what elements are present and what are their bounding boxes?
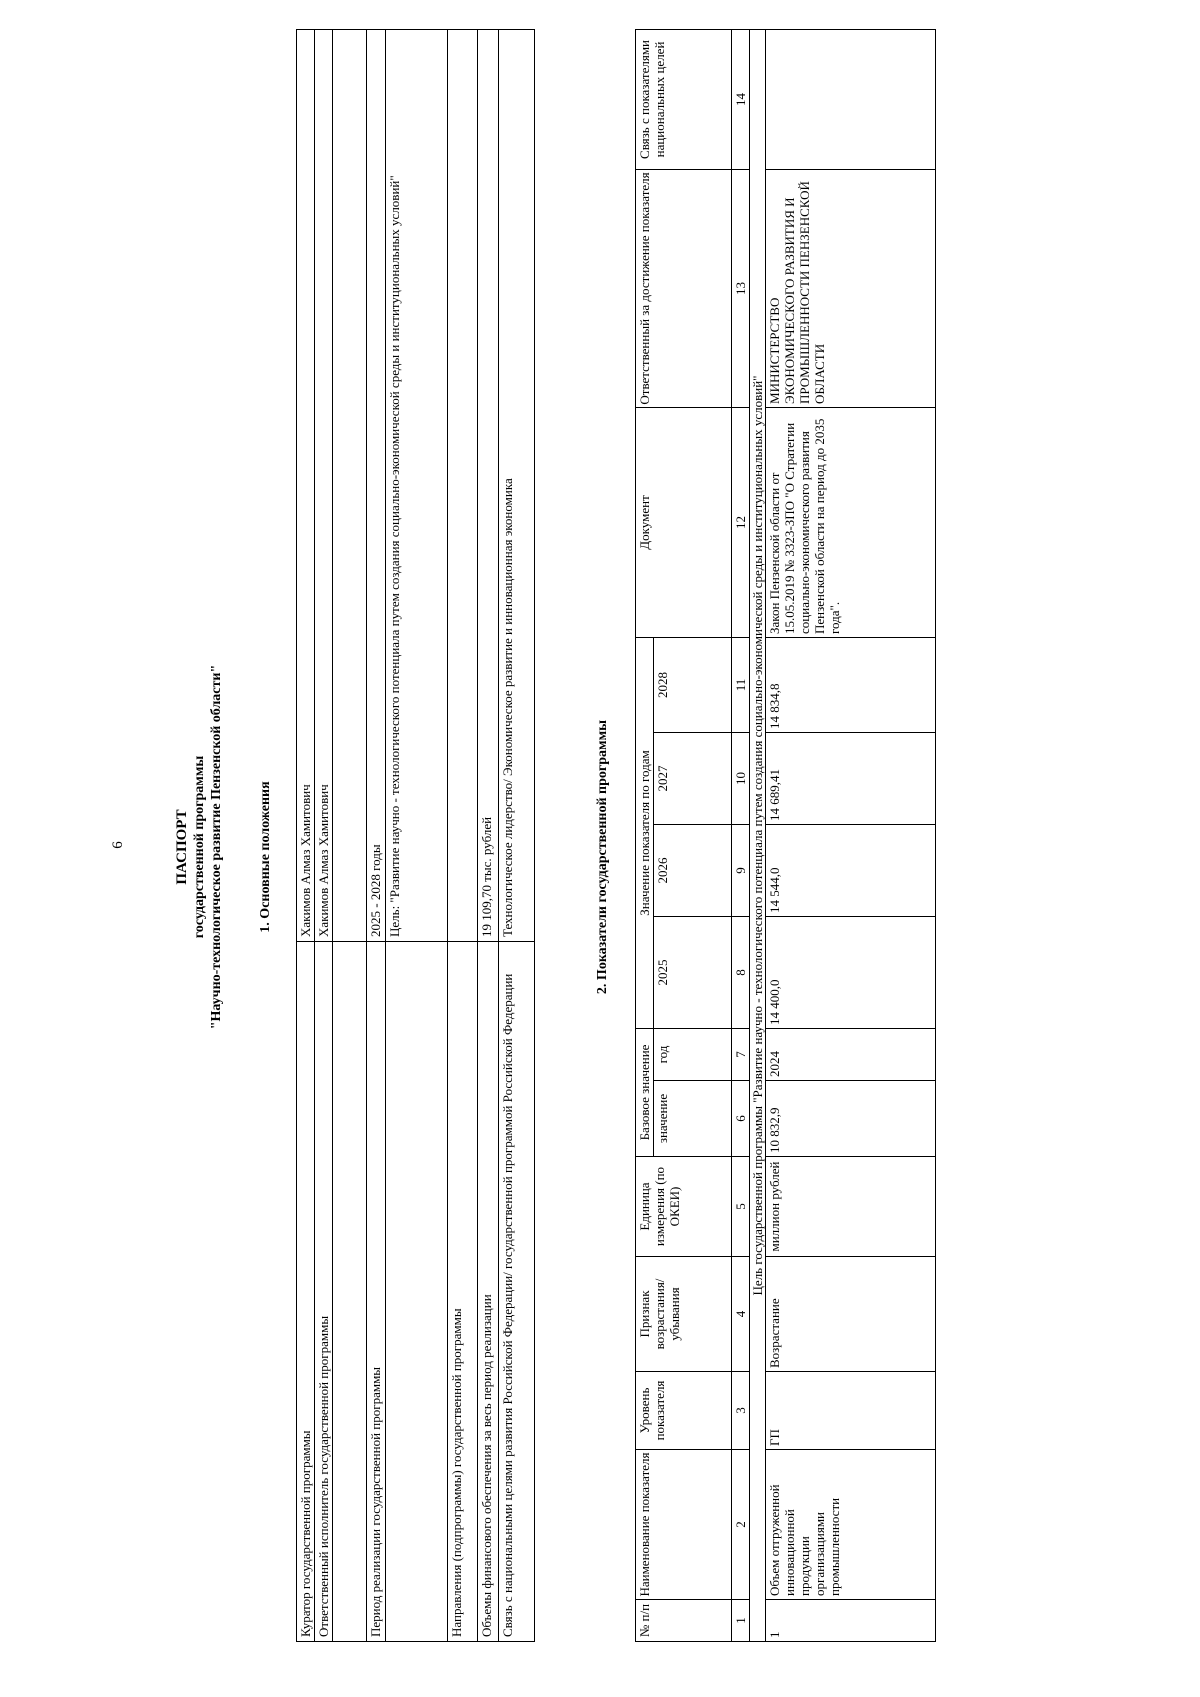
indicator-document: Закон Пензенской области от 15.05.2019 № 3323-ЗПО "О Стратегии социально-экономического развития Пензенской области на период до 2035 года".: [766, 407, 936, 637]
col-header-num: № п/п: [636, 1600, 732, 1642]
row-label: Период реализации государственной программы: [367, 942, 386, 1642]
row-label: Объемы финансового обеспечения за весь период реализации: [478, 942, 499, 1642]
row-value: [448, 30, 478, 942]
table-row: [766, 29, 936, 1641]
column-number: 8: [732, 916, 750, 1028]
table-row: [315, 30, 333, 1642]
table-row: [333, 30, 367, 1642]
indicator-value-2027: 14 689,41: [766, 732, 936, 824]
col-header-sign: Признак возрастания/ убывания: [636, 1257, 732, 1372]
indicator-link: [766, 29, 936, 169]
col-header-base: Базовое значение: [636, 1028, 654, 1156]
column-number: 5: [732, 1157, 750, 1257]
column-number: 3: [732, 1372, 750, 1450]
title-line-1: ПАСПОРТ: [174, 809, 190, 885]
col-header-years: Значение показателя по годам: [636, 637, 654, 1028]
table-row: [478, 30, 499, 1642]
col-header-year: 2026: [654, 824, 732, 916]
column-number: 14: [732, 29, 750, 169]
col-header-name: Наименование показателя: [636, 1450, 732, 1600]
indicator-base-year: 2024: [766, 1028, 936, 1080]
column-number: 13: [732, 169, 750, 407]
row-value: 19 109,70 тыс. рублей: [478, 30, 499, 942]
indicator-sign: Возрастание: [766, 1257, 936, 1372]
row-label: Связь с национальными целями развития Российской Федерации/ государственной программой Российской Федерации: [499, 942, 535, 1642]
col-header-responsible: Ответственный за достижение показателя: [636, 169, 732, 407]
column-number: 11: [732, 637, 750, 732]
table-row: [297, 30, 315, 1642]
indicator-num: 1: [766, 1600, 936, 1642]
indicator-name: Объем отгруженной инновационной продукции организациями промышленности: [766, 1450, 936, 1600]
col-header-year: 2027: [654, 732, 732, 824]
table-row: [448, 30, 478, 1642]
indicator-unit: миллион рублей: [766, 1157, 936, 1257]
page-number: 6: [110, 841, 126, 849]
indicator-base-value: 10 832,9: [766, 1081, 936, 1157]
col-header-level: Уровень показателя: [636, 1372, 732, 1450]
indicator-value-2028: 14 834,8: [766, 637, 936, 732]
section-1-heading: 1. Основные положения: [258, 781, 273, 933]
col-header-base-year: год: [654, 1028, 732, 1080]
row-value: Цель: "Развитие научно - технологического потенциала путем создания социально-экономической среды и институциональных условий": [386, 30, 448, 942]
indicator-level: ГП: [766, 1372, 936, 1450]
col-header-year: 2028: [654, 637, 732, 732]
col-header-link: Связь с показателями национальных целей: [636, 29, 732, 169]
indicator-responsible: МИНИСТЕРСТВО ЭКОНОМИЧЕСКОГО РАЗВИТИЯ И ПРОМЫШЛЕННОСТИ ПЕНЗЕНСКОЙ ОБЛАСТИ: [766, 169, 936, 407]
program-goal: Цель государственной программы "Развитие научно - технологического потенциала путем создания социально-экономической среды и институциональных условий": [750, 29, 766, 1641]
section-2-heading: 2. Показатели государственной программы: [595, 719, 610, 995]
indicator-value-2026: 14 544,0: [766, 824, 936, 916]
passport-title: [174, 247, 225, 1447]
table-row: [367, 30, 386, 1642]
goal-row: [750, 29, 766, 1641]
title-line-2: государственной программы: [192, 755, 207, 939]
row-label: [333, 942, 367, 1642]
header-row: [636, 29, 654, 1641]
table-row: [499, 30, 535, 1642]
row-value: [333, 30, 367, 942]
column-number: 9: [732, 824, 750, 916]
row-label: Ответственный исполнитель государственной программы: [315, 942, 333, 1642]
row-label: Куратор государственной программы: [297, 942, 315, 1642]
column-number: 1: [732, 1600, 750, 1642]
col-header-base-value: значение: [654, 1081, 732, 1157]
column-number: 2: [732, 1450, 750, 1600]
main-provisions-table: [296, 29, 535, 1642]
column-number: 4: [732, 1257, 750, 1372]
row-value: Хакимов Алмаз Хамитович: [297, 30, 315, 942]
row-value: Технологическое лидерство/ Экономическое развитие и инновационная экономика: [499, 30, 535, 942]
title-line-3: "Научно-технологическое развитие Пензенской области": [209, 664, 224, 1030]
col-header-document: Документ: [636, 407, 732, 637]
row-label: [386, 942, 448, 1642]
row-label: Направления (подпрограммы) государственной программы: [448, 942, 478, 1642]
column-numbers-row: [732, 29, 750, 1641]
col-header-unit: Единица измерения (по ОКЕИ): [636, 1157, 732, 1257]
indicator-value-2025: 14 400,0: [766, 916, 936, 1028]
column-number: 12: [732, 407, 750, 637]
col-header-year: 2025: [654, 916, 732, 1028]
indicators-table: [635, 29, 936, 1642]
column-number: 6: [732, 1081, 750, 1157]
row-value: Хакимов Алмаз Хамитович: [315, 30, 333, 942]
column-number: 10: [732, 732, 750, 824]
row-value: 2025 - 2028 годы: [367, 30, 386, 942]
column-number: 7: [732, 1028, 750, 1080]
table-row: [386, 30, 448, 1642]
